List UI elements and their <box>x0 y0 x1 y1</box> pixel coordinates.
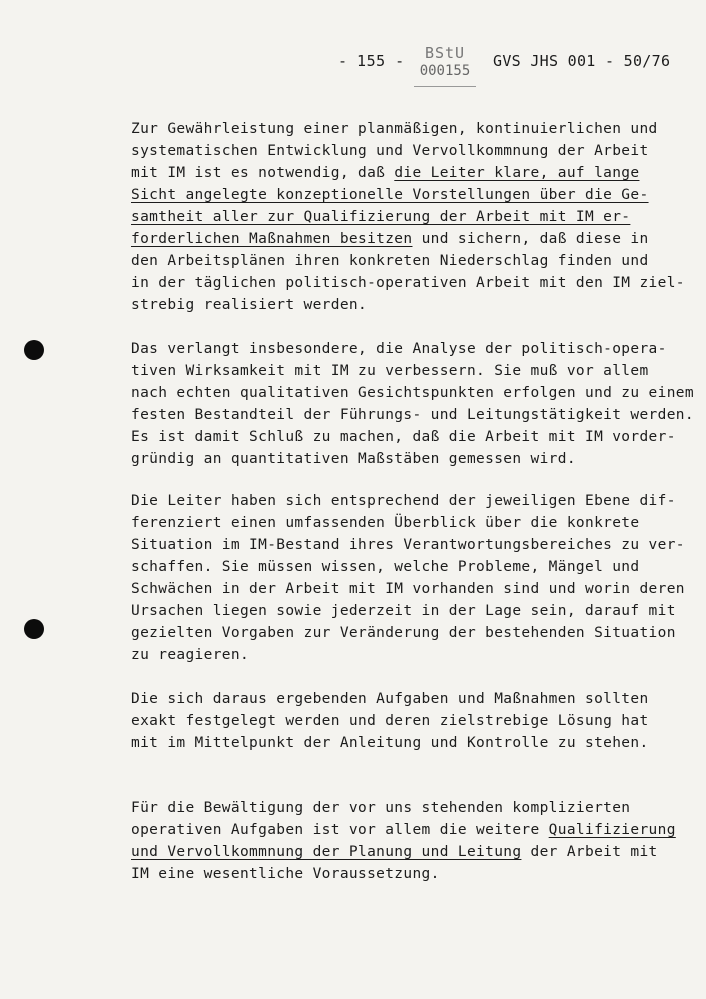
line-text: tiven Wirksamkeit mit IM zu verbessern. Sie muß vor allem <box>131 363 649 379</box>
line-text: Situation im IM-Bestand ihres Verantwortungsbereiches zu ver- <box>131 537 685 553</box>
paragraph-1 <box>131 118 691 316</box>
line-text: zu reagieren. <box>131 647 250 663</box>
text-line <box>131 841 691 863</box>
line-text: Schwächen in der Arbeit mit IM vorhanden sind und worin deren <box>131 581 685 597</box>
underlined-text: forderlichen Maßnahmen besitzen <box>131 231 413 247</box>
underlined-text: und Vervollkommnung der Planung und Leitung <box>131 844 522 860</box>
line-text: systematischen Entwicklung und Vervollkommnung der Arbeit <box>131 143 649 159</box>
text-line <box>131 382 694 404</box>
text-line <box>131 863 691 885</box>
line-text: Für die Bewältigung der vor uns stehenden komplizierten <box>131 800 631 816</box>
stamp-number: 000155 <box>419 63 471 79</box>
text-line <box>131 797 691 819</box>
archive-stamp <box>410 44 480 87</box>
line-text: gründig an quantitativen Maßstäben gemessen wird. <box>131 451 576 467</box>
stamp-label: BStU <box>424 44 466 62</box>
text-line <box>131 360 691 382</box>
text-line <box>131 688 691 710</box>
text-line <box>131 819 691 841</box>
text-line <box>131 272 691 294</box>
page-number: - 155 - <box>338 52 405 70</box>
line-text: mit IM ist es notwendig, daß <box>131 165 395 181</box>
line-text: strebig realisiert werden. <box>131 297 368 313</box>
line-text: und sichern, daß diese in <box>412 231 649 247</box>
text-line <box>131 732 691 754</box>
text-line <box>131 710 691 732</box>
line-text: Die Leiter haben sich entsprechend der jeweiligen Ebene dif- <box>131 493 676 509</box>
text-line <box>131 140 691 162</box>
underlined-text: die Leiter klare, auf lange <box>394 165 640 181</box>
text-line <box>131 578 691 600</box>
text-line <box>131 600 691 622</box>
paragraph-2 <box>131 338 694 470</box>
text-line <box>131 490 691 512</box>
text-line <box>131 184 691 206</box>
line-text: gezielten Vorgaben zur Veränderung der bestehenden Situation <box>131 625 676 641</box>
line-text: IM eine wesentliche Voraussetzung. <box>131 866 440 882</box>
text-line <box>131 118 691 140</box>
paragraph-5 <box>131 797 691 885</box>
line-text: schaffen. Sie müssen wissen, welche Probleme, Mängel und <box>131 559 640 575</box>
underlined-text: Qualifizierung <box>548 822 676 838</box>
line-text: Zur Gewährleistung einer planmäßigen, kontinuierlichen und <box>131 121 658 137</box>
text-line <box>131 250 691 272</box>
text-line <box>131 404 694 426</box>
text-line <box>131 426 691 448</box>
line-text: Es ist damit Schluß zu machen, daß die Arbeit mit IM vorder- <box>131 429 676 445</box>
line-text: mit im Mittelpunkt der Anleitung und Kontrolle zu stehen. <box>131 735 649 751</box>
punch-hole <box>24 340 44 360</box>
line-text: festen Bestandteil der Führungs- und Leitungstätigkeit werden. <box>131 407 694 423</box>
line-text: operativen Aufgaben ist vor allem die weitere <box>131 822 549 838</box>
text-line <box>131 228 691 250</box>
document-reference: GVS JHS 001 - 50/76 <box>493 52 671 70</box>
text-line <box>131 294 691 316</box>
line-text: Die sich daraus ergebenden Aufgaben und Maßnahmen sollten <box>131 691 649 707</box>
line-text: den Arbeitsplänen ihren konkreten Niederschlag finden und <box>131 253 649 269</box>
line-text: ferenziert einen umfassenden Überblick über die konkrete <box>131 515 640 531</box>
stamp-rule <box>414 86 476 87</box>
text-line <box>131 512 691 534</box>
text-line <box>131 534 691 556</box>
line-text: nach echten qualitativen Gesichtspunkten erfolgen und zu einem <box>131 385 694 401</box>
line-text: der Arbeit mit <box>521 844 658 860</box>
line-text: exakt festgelegt werden und deren zielstrebige Lösung hat <box>131 713 649 729</box>
text-line <box>131 338 691 360</box>
paragraph-4 <box>131 688 691 754</box>
text-line <box>131 622 691 644</box>
line-text: Das verlangt insbesondere, die Analyse der politisch-opera- <box>131 341 667 357</box>
line-text: Ursachen liegen sowie jederzeit in der Lage sein, darauf mit <box>131 603 676 619</box>
underlined-text: Sicht angelegte konzeptionelle Vorstellungen über die Ge- <box>131 187 649 203</box>
punch-hole <box>24 619 44 639</box>
text-line <box>131 644 691 666</box>
text-line <box>131 162 691 184</box>
text-line <box>131 206 691 228</box>
text-line <box>131 448 691 470</box>
text-line <box>131 556 691 578</box>
line-text: in der täglichen politisch-operativen Arbeit mit den IM ziel- <box>131 275 685 291</box>
underlined-text: samtheit aller zur Qualifizierung der Arbeit mit IM er- <box>131 209 631 225</box>
paragraph-3 <box>131 490 691 666</box>
